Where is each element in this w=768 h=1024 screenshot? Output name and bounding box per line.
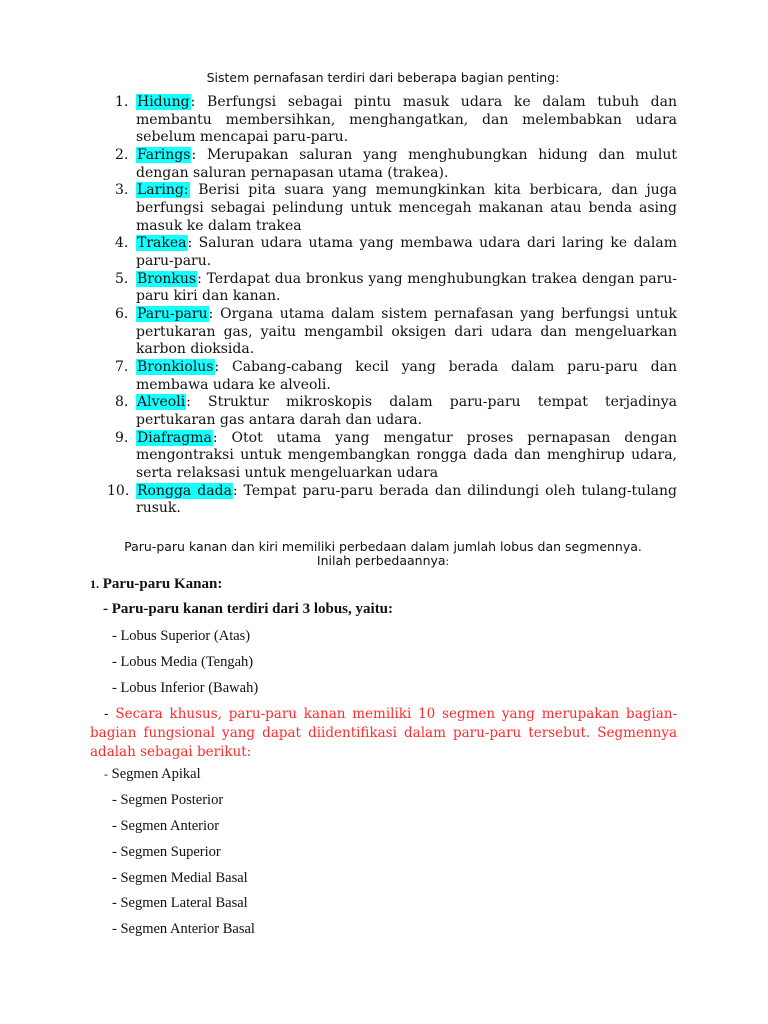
highlighted-term: Hidung bbox=[137, 94, 190, 110]
list-number: 1. bbox=[115, 94, 129, 110]
segment-item bbox=[104, 766, 201, 783]
list-number: 5. bbox=[115, 270, 129, 287]
lobus-intro bbox=[90, 540, 676, 569]
list-number: 8. bbox=[115, 394, 129, 411]
list-number: 6. bbox=[115, 306, 129, 323]
list-item bbox=[90, 359, 677, 394]
list-item bbox=[90, 182, 677, 235]
lobus-intro-line: Paru-paru kanan dan kiri memiliki perbedaan dalam jumlah lobus dan segmennya. bbox=[124, 539, 642, 554]
note-dash: - bbox=[104, 706, 109, 722]
list-number: 4. bbox=[115, 235, 129, 252]
list-item bbox=[90, 394, 677, 429]
highlighted-term: Bronkus bbox=[137, 270, 197, 287]
list-item bbox=[90, 271, 677, 306]
term-description: : Tempat paru-paru berada dan dilindungi oleh tulang-tulang rusuk. bbox=[136, 482, 677, 517]
list-item bbox=[90, 430, 677, 483]
highlighted-term: Farings bbox=[137, 146, 191, 163]
segment-item: - Segmen Superior bbox=[112, 844, 221, 860]
segment-item: - Segmen Lateral Basal bbox=[112, 895, 248, 911]
lobus-intro-line bbox=[90, 554, 676, 569]
term-description: : Otot utama yang mengatur proses pernapasan dengan mengontraksi untuk mengembangkan rongga dada dan menghirup udara, serta relaksasi untuk mengeluarkan udara bbox=[136, 429, 677, 481]
list-number: 7. bbox=[115, 359, 129, 376]
term-description: : Struktur mikroskopis dalam paru-paru tempat terjadinya pertukaran gas antara darah dan udara. bbox=[136, 394, 677, 428]
organ-list bbox=[90, 94, 677, 518]
term-description: : Terdapat dua bronkus yang menghubungkan trakea dengan paru-paru kiri dan kanan. bbox=[136, 270, 677, 305]
list-number: 2. bbox=[115, 146, 129, 163]
section-subheading: - Paru-paru kanan terdiri dari 3 lobus, yaitu: bbox=[103, 601, 394, 617]
intro-sentence: Sistem pernafasan terdiri dari beberapa bagian penting: bbox=[206, 70, 560, 85]
section-number: 1. bbox=[90, 577, 99, 591]
segment-item: - Segmen Anterior bbox=[112, 818, 220, 834]
lobe-item: - Lobus Media (Tengah) bbox=[112, 654, 254, 670]
highlighted-term: Bronkiolus bbox=[137, 359, 214, 376]
term-description: : Berfungsi sebagai pintu masuk udara ke dalam tubuh dan membantu membersihkan, menghangatkan, dan melembabkan udara sebelum mencapai paru-paru. bbox=[136, 94, 677, 146]
list-number: 3. bbox=[115, 182, 129, 199]
term-description: Berisi pita suara yang memungkinkan kita berbicara, dan juga berfungsi sebagai pelindung untuk mencegah makanan atau benda asing masuk ke dalam trakea bbox=[136, 182, 677, 234]
segment-item: - Segmen Posterior bbox=[112, 792, 224, 808]
lobus-intro-text: Inilah perbedaannya bbox=[316, 553, 446, 568]
list-item bbox=[90, 94, 677, 147]
lobus-intro-colon: : bbox=[445, 556, 450, 568]
list-number: 9. bbox=[115, 429, 129, 446]
list-item bbox=[90, 235, 677, 270]
highlighted-term: Paru-paru bbox=[137, 306, 208, 323]
list-item bbox=[90, 147, 677, 182]
section-heading bbox=[90, 576, 222, 593]
term-description: : Organa utama dalam sistem pernafasan yang berfungsi untuk pertukaran gas, yaitu mengambil oksigen dari udara dan mengeluarkan karbon dioksida. bbox=[136, 306, 677, 358]
lobe-item: - Lobus Inferior (Bawah) bbox=[112, 680, 259, 696]
lobe-item: - Lobus Superior (Atas) bbox=[112, 628, 251, 644]
segment-label: Segmen Apikal bbox=[111, 766, 201, 782]
segment-dash: - bbox=[104, 767, 108, 781]
list-item bbox=[90, 483, 677, 518]
term-description: : Merupakan saluran yang menghubungkan hidung dan mulut dengan saluran pernapasan utama (trakea). bbox=[136, 146, 677, 181]
highlighted-term: Alveoli bbox=[137, 394, 186, 411]
list-number: 10. bbox=[107, 482, 130, 499]
highlighted-term: Rongga dada bbox=[137, 482, 232, 499]
segment-item: - Segmen Anterior Basal bbox=[112, 921, 255, 937]
highlighted-term: Laring: bbox=[137, 182, 189, 199]
highlighted-term: Trakea bbox=[137, 235, 187, 252]
segment-item: - Segmen Medial Basal bbox=[112, 870, 248, 886]
term-description: : Saluran udara utama yang membawa udara dari laring ke dalam paru-paru. bbox=[136, 235, 677, 269]
term-description: : Cabang-cabang kecil yang berada dalam paru-paru dan membawa udara ke alveoli. bbox=[136, 359, 677, 393]
list-item bbox=[90, 306, 677, 359]
note-text: Secara khusus, paru-paru kanan memiliki 10 segmen yang merupakan bagian-bagian fungsional yang dapat diidentifikasi dalam paru-paru tersebut. Segmennya adalah sebagai berikut: bbox=[90, 706, 678, 760]
segment-note bbox=[90, 705, 677, 762]
section-title: Paru-paru Kanan: bbox=[102, 576, 223, 592]
highlighted-term: Diafragma bbox=[137, 429, 212, 446]
